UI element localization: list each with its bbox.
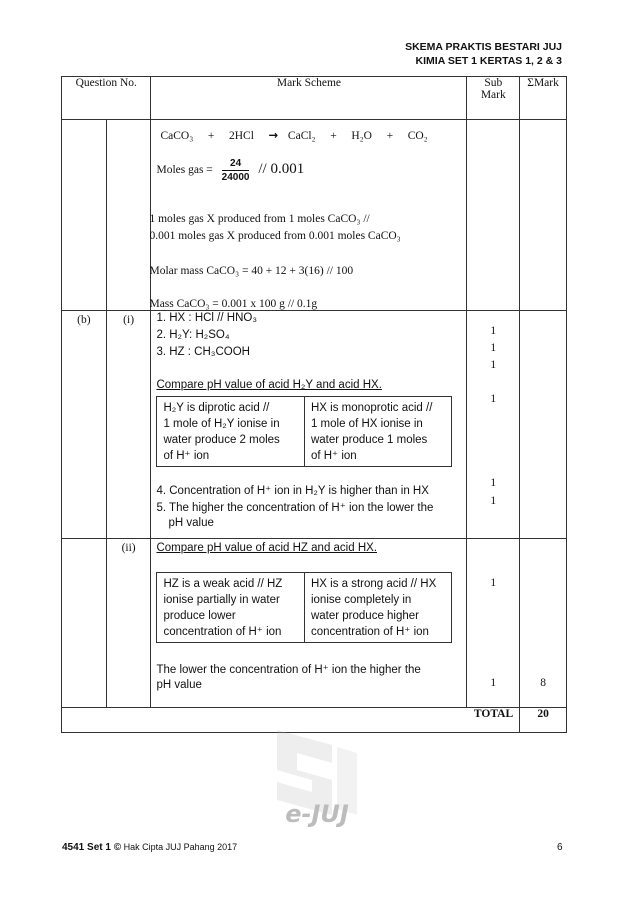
header-sub-line1: Sub [484, 77, 503, 89]
monoprotic-description: HX is monoprotic acid // 1 mole of HX ionise in water produce 1 moles of H⁺ ion [304, 397, 452, 467]
mark-value: 1 [490, 677, 497, 689]
strong-acid-description: HX is a strong acid // HX ionise completely in water produce higher concentration of H⁺ ion [304, 573, 452, 643]
mark-value: 1 [490, 325, 497, 337]
mark-value: 1 [490, 477, 497, 489]
header-mark-scheme: Mark Scheme [151, 77, 467, 120]
moles-gas-line: Moles gas = $\frac{24}{24000}$ // 0.001 [156, 158, 305, 183]
sub-mark-cell [467, 311, 520, 539]
header-title: SKEMA PRAKTIS BESTARI JUJ [405, 41, 562, 53]
total-label: TOTAL [62, 708, 520, 733]
comparison-box [156, 396, 452, 467]
footer [62, 842, 237, 853]
mark-value: 1 [490, 393, 497, 405]
conclusion-line1: The lower the concentration of H⁺ ion the higher the [156, 664, 421, 676]
weak-acid-description: HZ is a weak acid // HZ ionise partially in water produce lower concentration of H⁺ ion [157, 573, 305, 643]
total-value: 20 [520, 708, 567, 733]
header-subtitle: KIMIA SET 1 KERTAS 1, 2 & 3 [415, 55, 562, 67]
point-5-cont: pH value [168, 517, 214, 529]
part-b-i-cell [151, 311, 467, 539]
header-sum-mark: ΣMark [520, 77, 567, 120]
answer-hz: 3. HZ : CH₃COOH [156, 346, 250, 358]
page-number: 6 [557, 842, 563, 853]
answer-h2y: 2. H₂Y: H₂SO₄ [156, 329, 230, 341]
mole-ratio-line2: 0.001 moles gas X produced from 0.001 moles CaCO₃ [149, 230, 401, 242]
sum-mark-cell [520, 539, 567, 708]
comparison-box [156, 572, 452, 643]
part-label: (b) [62, 311, 107, 539]
diprotic-description: H₂Y is diprotic acid // 1 mole of H₂Y ionise in water produce 2 moles of H⁺ ion [157, 397, 305, 467]
arrow-icon: → [268, 128, 279, 142]
compare-heading: Compare pH value of acid H₂Y and acid HX. [156, 379, 382, 391]
molar-mass-line: Molar mass CaCO₃ = 40 + 12 + 3(16) // 100 [149, 265, 354, 277]
point-4: 4. Concentration of H⁺ ion in H₂Y is higher than in HX [156, 485, 429, 497]
part-b-ii-cell [151, 539, 467, 708]
reaction-equation: CaCO₃ + 2HCl → CaCl₂ + H₂O + CO₂ [160, 128, 428, 142]
mass-line: Mass CaCO₃ = 0.001 x 100 g // 0.1g [149, 298, 318, 310]
conclusion-line2: pH value [156, 679, 202, 691]
point-5: 5. The higher the concentration of H⁺ ion the lower the [156, 502, 434, 514]
mark-value: 1 [490, 495, 497, 507]
answer-hx: 1. HX : HCl // HNO₃ [156, 312, 257, 324]
footer-copyright: Hak Cipta JUJ Pahang 2017 [121, 842, 238, 852]
table-row [62, 539, 567, 708]
watermark-text: e-JUJ [285, 800, 349, 828]
subpart-label: (ii) [106, 539, 151, 708]
table-row [62, 120, 567, 311]
compare-heading: Compare pH value of acid HZ and acid HX. [156, 542, 377, 554]
footer-code: 4541 Set 1 © [62, 842, 122, 853]
document-header [405, 40, 562, 68]
header-question: Question No. [62, 77, 151, 120]
table-header-row [62, 77, 567, 120]
mark-value: 1 [490, 342, 497, 354]
subpart-label: (i) [106, 311, 151, 539]
header-sub-line2: Mark [480, 89, 506, 101]
calculation-cell [151, 120, 467, 311]
sum-mark-value: 8 [540, 677, 546, 689]
mark-value: 1 [490, 577, 497, 589]
mark-scheme-table [61, 76, 567, 733]
mark-value: 1 [490, 359, 497, 371]
moles-fraction: $\frac{24}{24000}$ [221, 158, 250, 183]
table-row [62, 311, 567, 539]
header-sub-mark [467, 77, 520, 120]
sub-mark-cell [467, 539, 520, 708]
mole-ratio-line1: 1 moles gas X produced from 1 moles CaCO₃ // [149, 213, 370, 225]
